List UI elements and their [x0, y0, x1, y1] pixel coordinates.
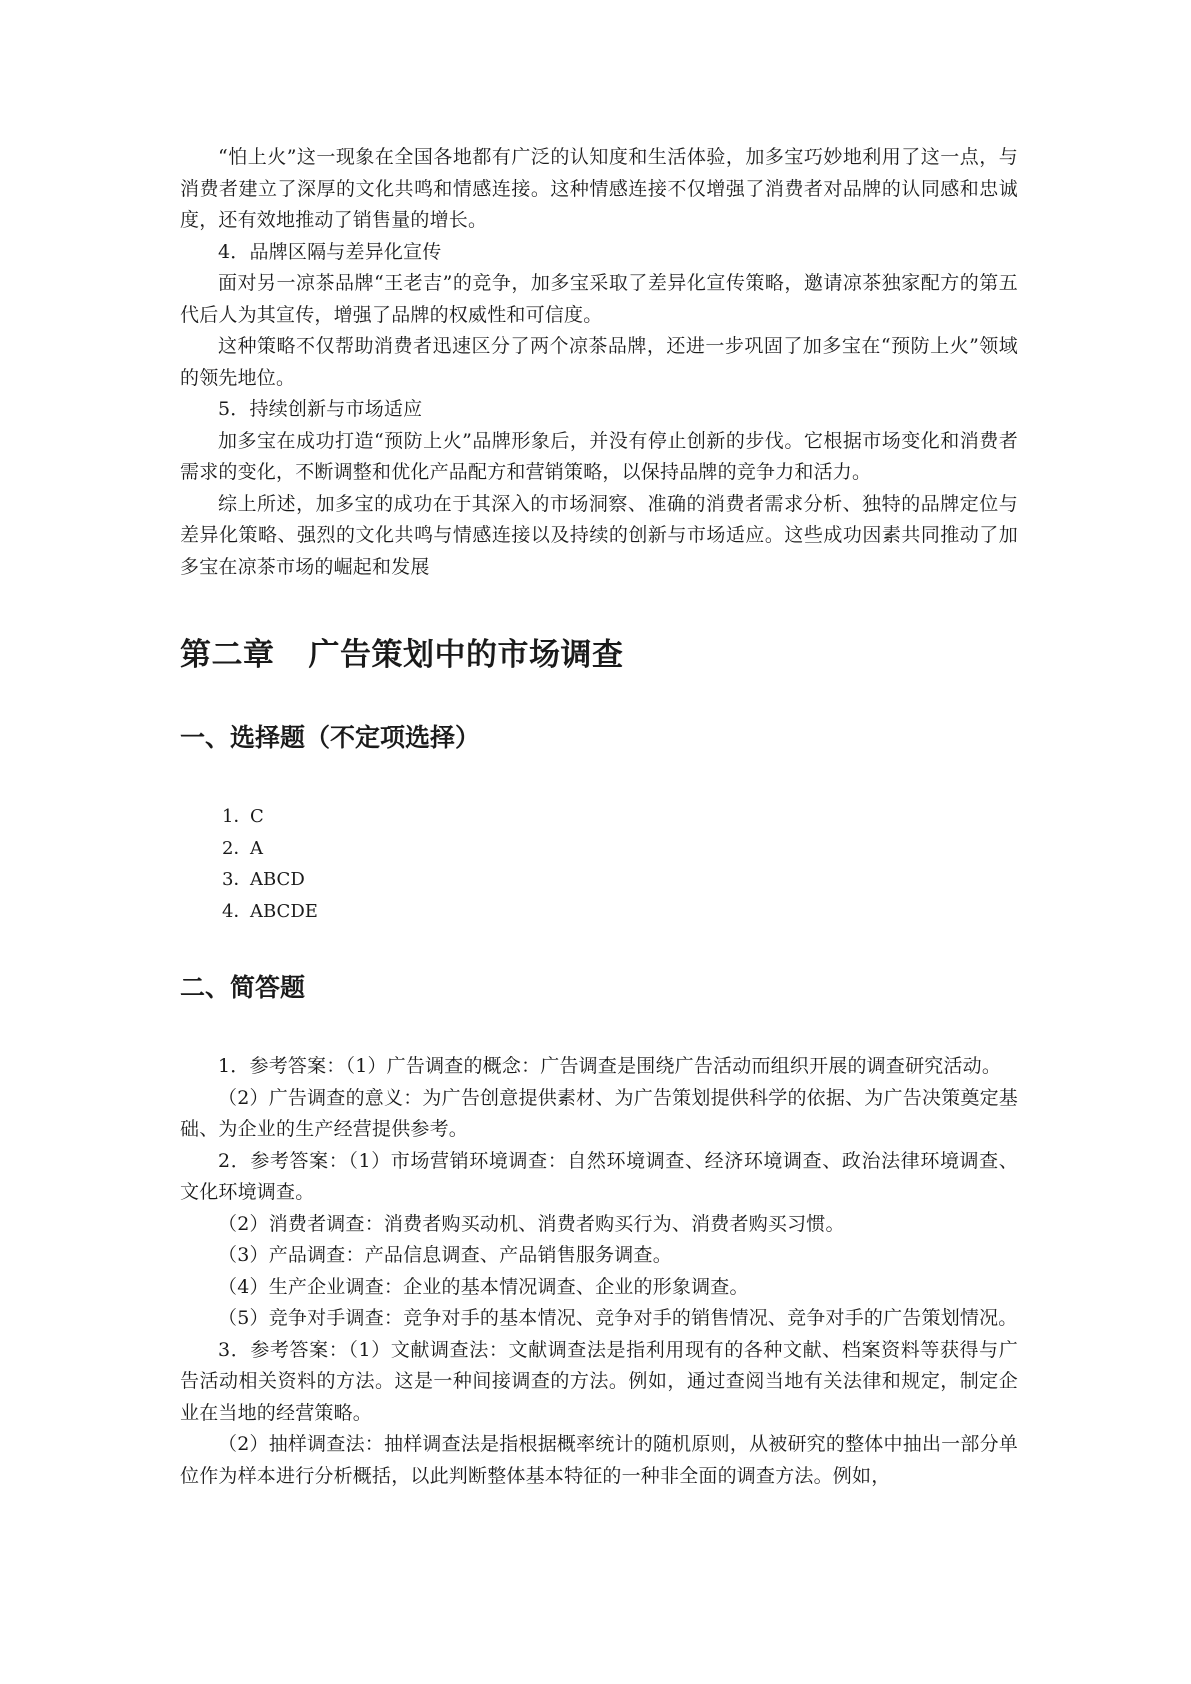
paragraph: （5）竞争对手调查：竞争对手的基本情况、竞争对手的销售情况、竞争对手的广告策划情况。 [218, 1307, 1018, 1329]
intro-block [180, 142, 1018, 583]
list-item [222, 864, 1018, 896]
paragraph: （2）广告调查的意义：为广告创意提供素材、为广告策划提供科学的依据、为广告决策奠定基础、为企业的生产经营提供参考。 [180, 1086, 1018, 1140]
answer-value: ABCD [250, 869, 305, 890]
paragraph: （4）生产企业调查：企业的基本情况调查、企业的形象调查。 [218, 1275, 749, 1298]
paragraph: 3．参考答案：（1）文献调查法：文献调查法是指利用现有的各种文献、档案资料等获得与广告活动相关资料的方法。这是一种间接调查的方法。例如，通过查阅当地有关法律和规定，制定企业在当地的经营策略。 [180, 1338, 1018, 1424]
paragraph: 2．参考答案：（1）市场营销环境调查：自然环境调查、经济环境调查、政治法律环境调查、文化环境调查。 [180, 1149, 1018, 1203]
answer-value: A [250, 837, 263, 859]
list-item [222, 801, 1018, 833]
answer-number: 1． [222, 806, 252, 827]
short-answer-block [180, 1051, 1018, 1492]
paragraph: 面对另一凉茶品牌“王老吉”的竞争，加多宝采取了差异化宣传策略，邀请凉茶独家配方的第五代后人为其宣传，增强了品牌的权威性和可信度。 [180, 272, 1018, 326]
list-item [222, 833, 1018, 865]
section-heading-choice: 一、选择题（不定项选择） [180, 723, 481, 752]
chapter-heading [180, 635, 1018, 675]
answer-number: 4． [222, 900, 252, 922]
paragraph: 1．参考答案：（1）广告调查的概念：广告调查是围绕广告活动而组织开展的调查研究活动。 [218, 1055, 1002, 1077]
paragraph: 加多宝在成功打造“预防上火”品牌形象后，并没有停止创新的步伐。它根据市场变化和消费者需求的变化，不断调整和优化产品配方和营销策略，以保持品牌的竞争力和活力。 [180, 429, 1018, 483]
list-item [222, 896, 1018, 928]
document-page [180, 142, 1018, 1492]
subheading-4: 4．品牌区隔与差异化宣传 [218, 240, 442, 263]
answer-value: C [250, 806, 264, 827]
answer-number: 3． [222, 869, 252, 890]
section-heading-short-answer: 二、简答题 [180, 973, 306, 1002]
paragraph: 这种策略不仅帮助消费者迅速区分了两个凉茶品牌，还进一步巩固了加多宝在“预防上火”领域的领先地位。 [180, 335, 1018, 389]
paragraph: （2）消费者调查：消费者购买动机、消费者购买行为、消费者购买习惯。 [218, 1212, 845, 1235]
paragraph: 综上所述，加多宝的成功在于其深入的市场洞察、准确的消费者需求分析、独特的品牌定位与差异化策略、强烈的文化共鸣与情感连接以及持续的创新与市场适应。这些成功因素共同推动了加多宝在凉茶市场的崛起和发展 [180, 492, 1018, 578]
paragraph: “怕上火”这一现象在全国各地都有广泛的认知度和生活体验，加多宝巧妙地利用了这一点，与消费者建立了深厚的文化共鸣和情感连接。这种情感连接不仅增强了消费者对品牌的认同感和忠诚度，还有效地推动了销售量的增长。 [180, 146, 1018, 231]
answer-value: ABCDE [250, 900, 318, 922]
paragraph: （2）抽样调查法：抽样调查法是指根据概率统计的随机原则，从被研究的整体中抽出一部分单位作为样本进行分析概括，以此判断整体基本特征的一种非全面的调查方法。例如， [180, 1433, 1018, 1487]
chapter-number: 第二章 [180, 637, 275, 673]
answer-number: 2． [222, 837, 252, 859]
subheading-5: 5．持续创新与市场适应 [218, 398, 423, 420]
answer-list [180, 801, 1018, 927]
paragraph: （3）产品调查：产品信息调查、产品销售服务调查。 [218, 1244, 672, 1266]
chapter-title: 广告策划中的市场调查 [308, 637, 624, 673]
